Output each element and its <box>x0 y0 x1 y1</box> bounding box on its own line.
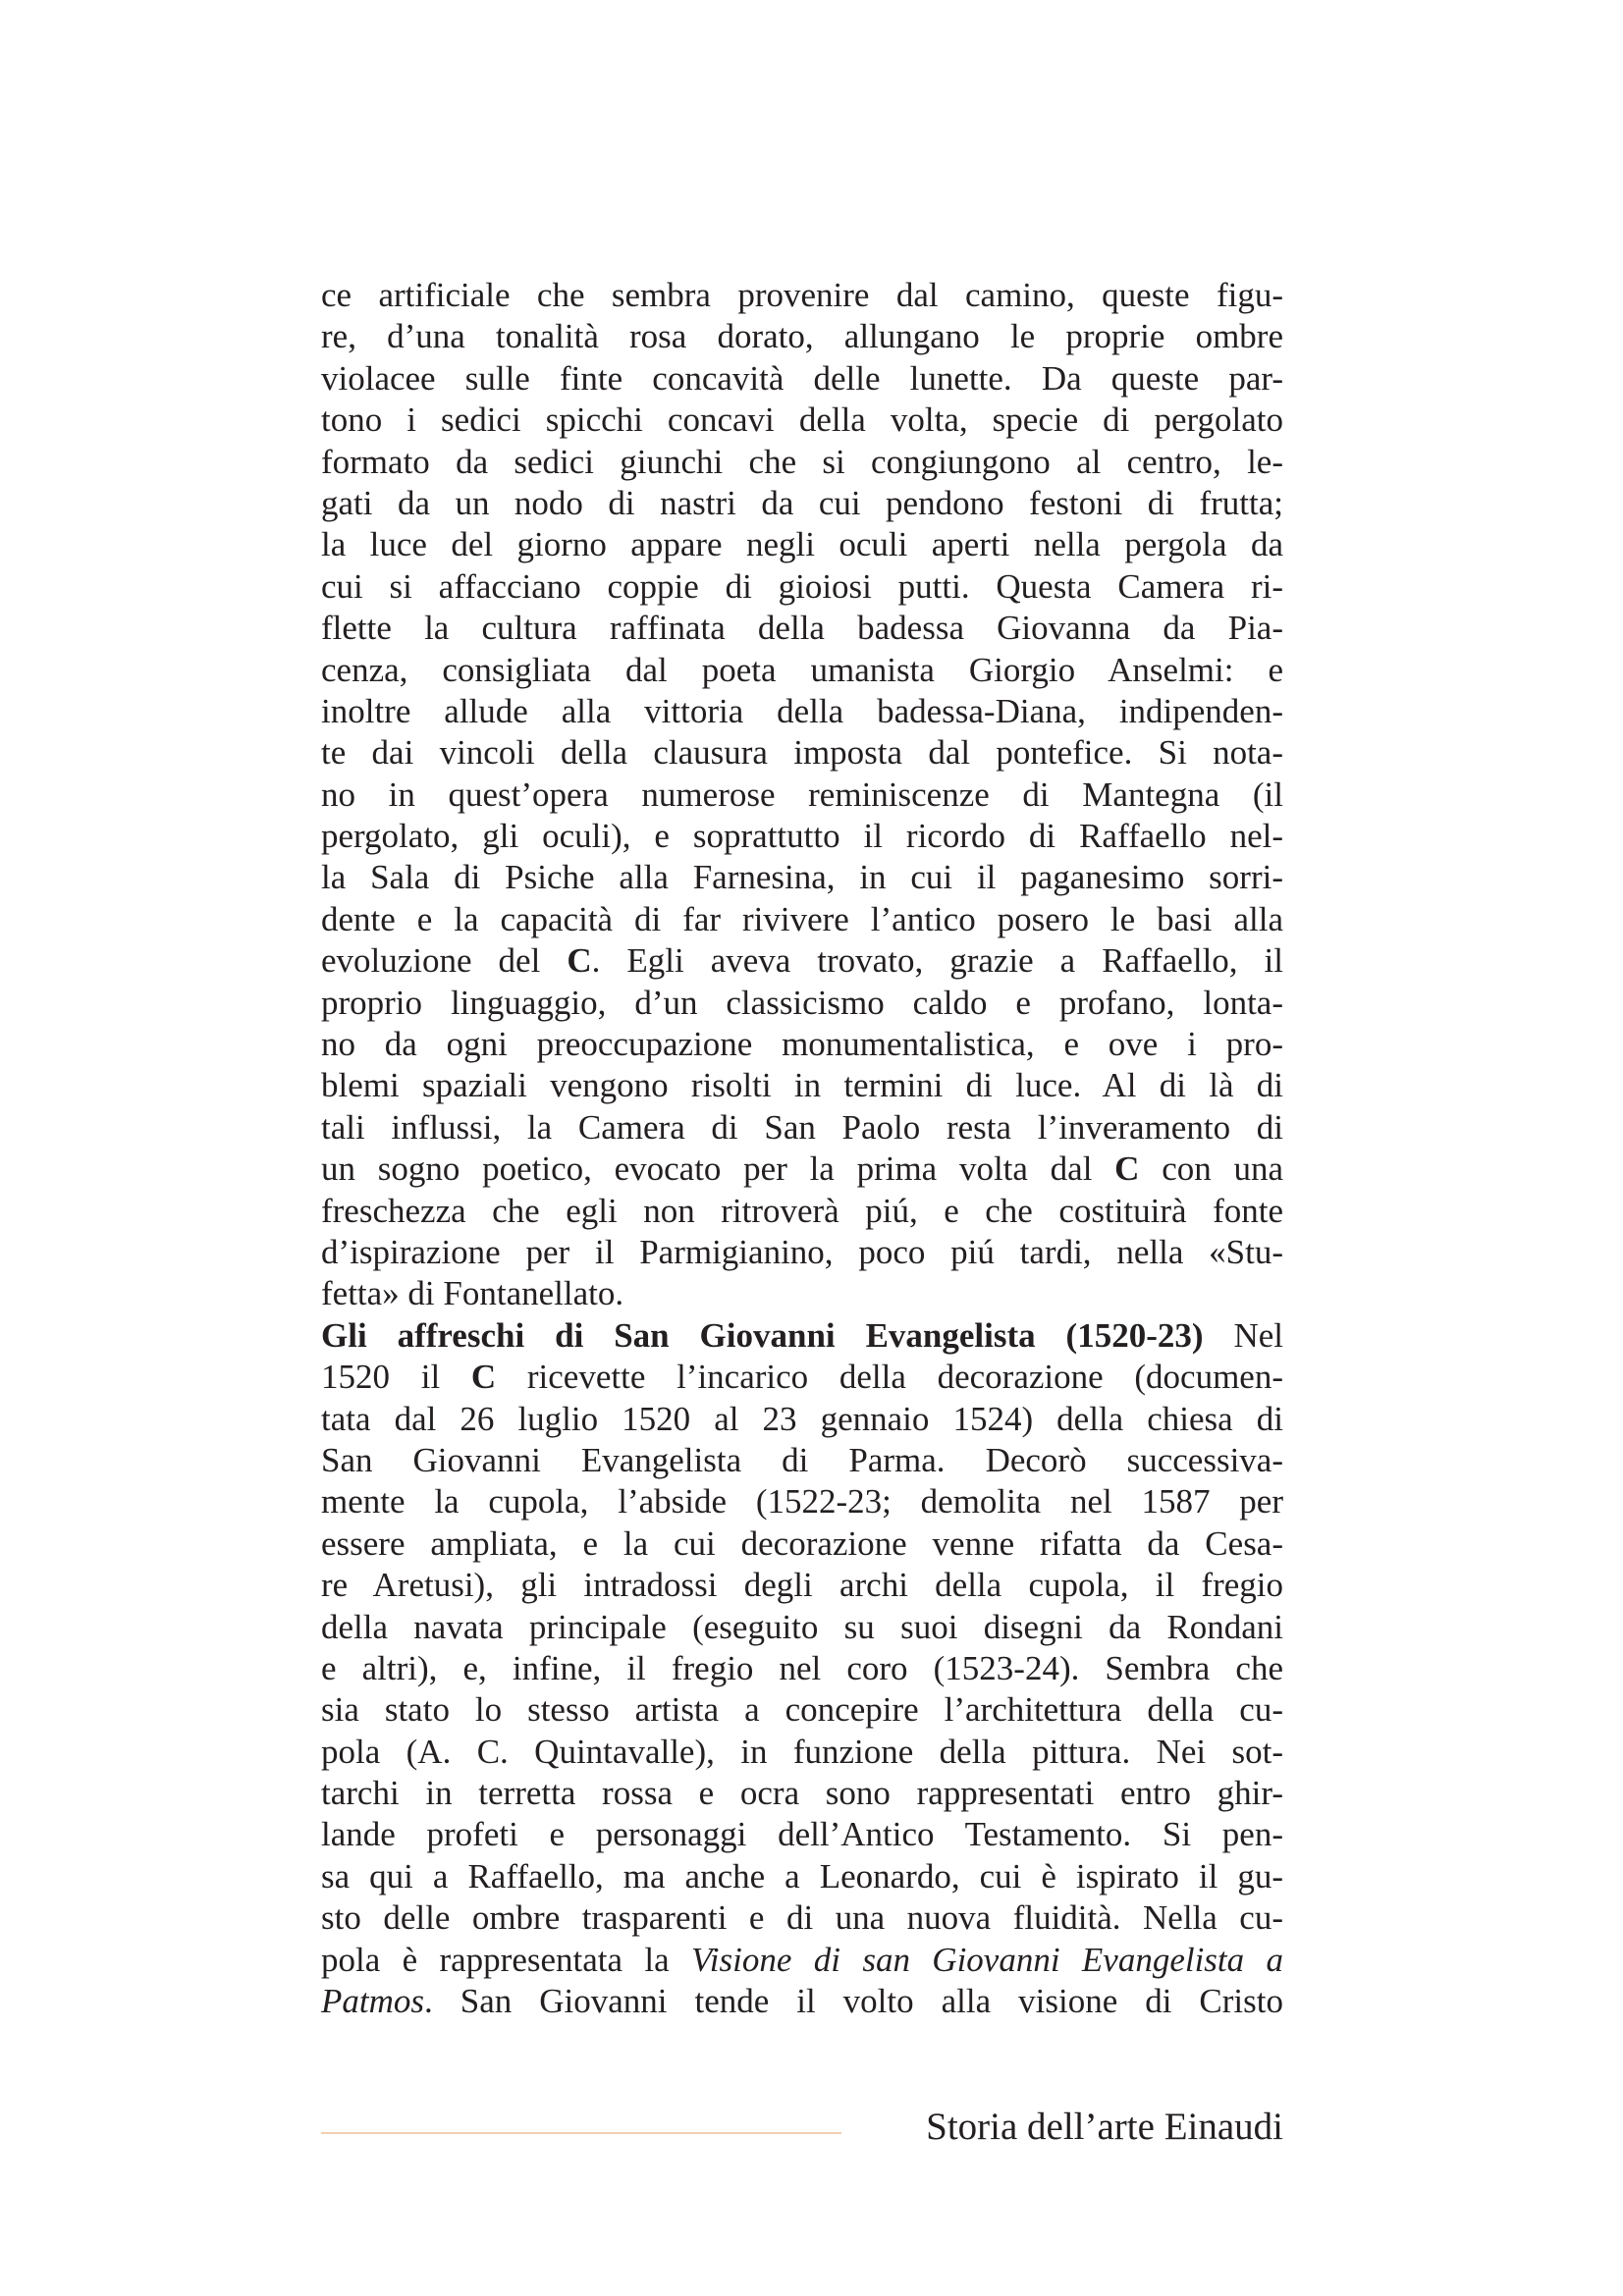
text-line: violacee sulle finte concavità delle lunette. Da queste par- <box>321 358 1283 398</box>
text-line: lande profeti e personaggi dell’Antico Testamento. Si pen- <box>321 1815 1283 1854</box>
text-line: proprio linguaggio, d’un classicismo caldo e profano, lonta- <box>321 983 1283 1022</box>
text-line: pola (A. C. Quintavalle), in funzione della pittura. Nei sot- <box>321 1732 1283 1771</box>
text-line <box>321 1357 1283 1398</box>
text-line: no da ogni preoccupazione monumentalistica, e ove i pro- <box>321 1025 1283 1064</box>
text-run: pola è rappresentata la <box>321 1940 692 1979</box>
text-line: tata dal 26 luglio 1520 al 23 gennaio 1524) della chiesa di <box>321 1399 1283 1438</box>
text-line: no in quest’opera numerose reminiscenze di Mantegna (il <box>321 774 1283 814</box>
artwork-title: Patmos <box>321 1982 424 2021</box>
text-line <box>321 1148 1283 1190</box>
text-line: la luce del giorno appare negli oculi aperti nella pergola da <box>321 525 1283 564</box>
text-line: freschezza che egli non ritroverà piú, e che costituirà fonte <box>321 1191 1283 1230</box>
section-heading: Gli affreschi di San Giovanni Evangelista (1520-23) <box>321 1315 1204 1355</box>
text-line: te dai vincoli della clausura imposta dal pontefice. Si nota- <box>321 733 1283 773</box>
section-heading-line <box>321 1315 1283 1357</box>
text-run: con una <box>1139 1149 1283 1189</box>
subject-abbreviation: C <box>567 941 592 981</box>
text-line: mente la cupola, l’abside (1522-23; demolita nel 1587 per <box>321 1482 1283 1522</box>
text-line: e altri), e, infine, il fregio nel coro (1523-24). Sembra che <box>321 1648 1283 1687</box>
text-line: re, d’una tonalità rosa dorato, allungano le proprie ombre <box>321 317 1283 356</box>
text-line: pergolato, gli oculi), e soprattutto il ricordo di Raffaello nel- <box>321 817 1283 856</box>
text-line: re Aretusi), gli intradossi degli archi della cupola, il fregio <box>321 1566 1283 1605</box>
text-line: cenza, consigliata dal poeta umanista Giorgio Anselmi: e <box>321 650 1283 689</box>
text-run: ricevette l’incarico della decorazione (documen- <box>496 1358 1283 1397</box>
text-line: tarchi in terretta rossa e ocra sono rappresentati entro ghir- <box>321 1774 1283 1813</box>
subject-abbreviation: C <box>1114 1149 1140 1189</box>
text-line: blemi spaziali vengono risolti in termini di luce. Al di là di <box>321 1066 1283 1105</box>
text-line: della navata principale (eseguito su suoi disegni da Rondani <box>321 1607 1283 1646</box>
text-line <box>321 940 1283 982</box>
text-line: inoltre allude alla vittoria della badessa-Diana, indipenden- <box>321 691 1283 730</box>
text-run: . Egli aveva trovato, grazie a Raffaello, il <box>591 941 1283 981</box>
text-line: ce artificiale che sembra provenire dal camino, queste figu- <box>321 276 1283 314</box>
footer-rule <box>321 2132 841 2134</box>
text-line: dente e la capacità di far rivivere l’antico posero le basi alla <box>321 899 1283 938</box>
text-line: d’ispirazione per il Parmigianino, poco piú tardi, nella «Stu- <box>321 1232 1283 1271</box>
text-line: formato da sedici giunchi che si congiungono al centro, le- <box>321 442 1283 481</box>
subject-abbreviation: C <box>470 1358 497 1397</box>
text-line: fetta» di Fontanellato. <box>321 1274 624 1313</box>
body-text <box>321 275 1283 2022</box>
text-line <box>321 1940 1283 1981</box>
text-line: la Sala di Psiche alla Farnesina, in cui il paganesimo sorri- <box>321 858 1283 897</box>
text-run: un sogno poetico, evocato per la prima volta dal <box>321 1149 1115 1189</box>
text-line: San Giovanni Evangelista di Parma. Decorò successiva- <box>321 1440 1283 1479</box>
text-run: Nel <box>1203 1315 1283 1355</box>
text-line: gati da un nodo di nastri da cui pendono festoni di frutta; <box>321 483 1283 522</box>
text-line: sia stato lo stesso artista a concepire l’architettura della cu- <box>321 1690 1283 1730</box>
text-line: essere ampliata, e la cui decorazione venne rifatta da Cesa- <box>321 1523 1283 1563</box>
text-line: sa qui a Raffaello, ma anche a Leonardo, cui è ispirato il gu- <box>321 1856 1283 1896</box>
footer-title: Storia dell’arte Einaudi <box>926 2106 1283 2148</box>
text-run: . San Giovanni tende il volto alla visione di Cristo <box>424 1982 1283 2021</box>
text-line: tono i sedici spicchi concavi della volta, specie di pergolato <box>321 400 1283 440</box>
text-run: 1520 il <box>321 1358 471 1397</box>
text-line: tali influssi, la Camera di San Paolo resta l’inveramento di <box>321 1107 1283 1147</box>
text-line <box>321 1981 1283 2022</box>
text-line: sto delle ombre trasparenti e di una nuova fluidità. Nella cu- <box>321 1898 1283 1938</box>
text-line: cui si affacciano coppie di gioiosi putti. Questa Camera ri- <box>321 566 1283 606</box>
artwork-title: Visione di san Giovanni Evangelista a <box>691 1940 1283 1979</box>
text-run: evoluzione del <box>321 941 568 981</box>
text-line: flette la cultura raffinata della badessa Giovanna da Pia- <box>321 609 1283 648</box>
